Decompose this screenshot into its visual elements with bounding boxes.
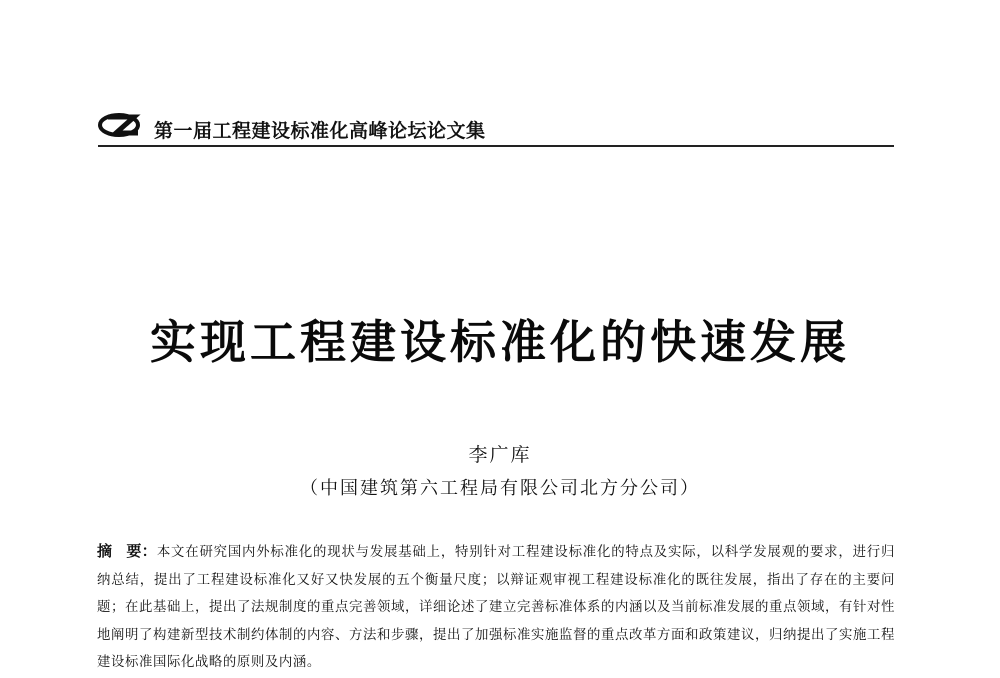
header-divider <box>98 145 894 147</box>
abstract-text: 本文在研究国内外标准化的现状与发展基础上，特别针对工程建设标准化的特点及实际，以科学发展观的要求，进行归纳总结，提出了工程建设标准化又好又快发展的五个衡量尺度；以辩证观审视工程建设标准化的既往发展，指出了存在的主要问题；在此基础上，提出了法规制度的重点完善领域，详细论述了建立完善标准体系的内涵以及当前标准发展的重点领域，有针对性地阐明了构建新型技术制约体制的内容、方法和步骤，提出了加强标准实施监督的重点改革方面和政策建议，归纳提出了实施工程建设标准国际化战略的原则及内涵。 <box>97 545 895 671</box>
author-affiliation: （中国建筑第六工程局有限公司北方分公司） <box>300 478 700 499</box>
abstract-label-first: 摘 <box>97 542 113 560</box>
abstract-label <box>97 542 157 560</box>
proceedings-title: 第一届工程建设标准化高峰论坛论文集 <box>154 120 486 142</box>
author-name: 李广库 <box>468 444 532 466</box>
running-header <box>98 110 894 146</box>
abstract-label-second: 要： <box>126 542 157 560</box>
publisher-logo-icon <box>98 112 144 138</box>
article-title: 实现工程建设标准化的快速发展 <box>150 315 850 369</box>
abstract-paragraph <box>97 538 895 677</box>
